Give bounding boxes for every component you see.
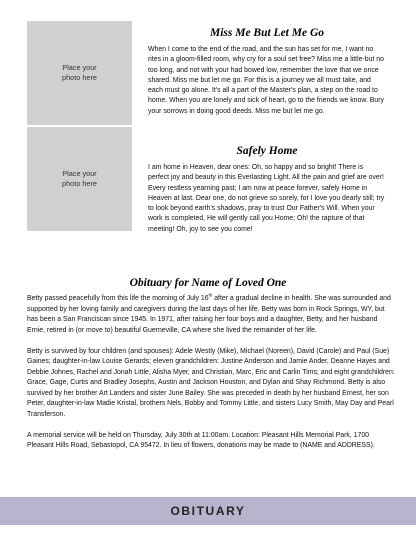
photo-placeholder-text [62,63,97,83]
obituary-text: Betty passed peacefully from this life the morning of July 16 [27,295,209,302]
photo-placeholder-line: photo here [62,73,97,82]
poem-title: Miss Me But Let Me Go [209,27,325,39]
ordinal-suffix: th [208,292,213,298]
photo-placeholder-line: Place your [62,169,97,178]
poem-safely-home [148,145,386,235]
obituary-body [27,294,395,462]
obituary-paragraph-3: A memorial service will be held on Thursday, July 30th at 11:00am. Location: Pleasant Hills Memorial Park, 1700 Pleasant Hills Road, Sebastopol, CA 95472. In lieu of flowers, donations may be made to (NAME and ADDRESS). [27,431,375,449]
poem-text: I am home in Heaven, dear ones: Oh, so happy and so bright! There is perfect joy and beauty in this Everlasting Light. All the pain and grief are over! Every restless yearning past; I am now at peace forever, safely Home in Heaven at last. Dear one, do not grieve so sorely, for I love you dearly still; try to look beyond earth's shadows, pray to trust Our Father's Will. When your work is completed, He will gently call you Home; Oh! the rapture of that meeting! Oh, joy to see you come! [148,164,385,233]
poem-miss-me [148,27,386,117]
photo-placeholder-line: Place your [62,63,97,72]
obituary-title: Obituary for Name of Loved One [129,277,287,289]
photo-placeholder-1[interactable] [27,21,132,125]
obituary-paragraph-1 [27,294,395,336]
footer-band [0,497,416,525]
poem-title: Safely Home [236,145,298,157]
obituary-text: after a gradual decline in health. She was surrounded and supported by her loving family and caregivers during the last days of her life. Betty was born in Rock Springs, WY, but has been a San Franciscan since 1945. In 1971, after raising her four boys and a daughter, Betty, and her husband Ernie, retired in (or move to) beautiful Guerneville, CA where she lived the remainder of her life. [27,295,391,334]
footer-label: OBITUARY [170,504,246,518]
photo-placeholder-text [62,169,97,189]
photo-placeholder-2[interactable] [27,127,132,231]
poem-text: When I come to the end of the road, and the sun has set for me, I want no rites in a gloom-filled room, why cry for a soul set free? Miss me a little-but no too long, and not with your had bowed low, remember the love that we once shared. Miss me but let me go. For this is a journey we all must take, and each must go alone. It's all a part of the Master's plan, a step on the road to home. When you are lonely and sick of heart, go to the friends we know. Bury your sorrows in doing good deeds. Miss me but let me go. [148,46,384,115]
photo-placeholder-line: photo here [62,179,97,188]
obituary-paragraph-2: Betty is survived by four children (and spouses): Adele Westly (Mike), Michael (Noreen), David (Carole) and Paul (Sue) Gaines; daughter-in-law Louise Gerards; eleven grandchildren: Justine Anderson and Jamie Ander, Deanne Hayes and Debbie Johnes, Rachel and Jonah Little, Alisha Myer, and Christian, Marc, Eric and Carlin Tims; and eight grandchildren: Grace, Gage, Curtis and Bradley Josephs, Austin and Jackson Houston, and Dylan and Shay Richmond. Betty is also survived by her brother Art Landers and sister June Bailey. She was preceded in death by her husband Ernest, her son Peter, daughter-in-law Madie Kristal, brothers Nels, Bobby and Tommy Little, and sisters Lucy Smith, May Day and Pearl Transferson. [27,347,395,418]
